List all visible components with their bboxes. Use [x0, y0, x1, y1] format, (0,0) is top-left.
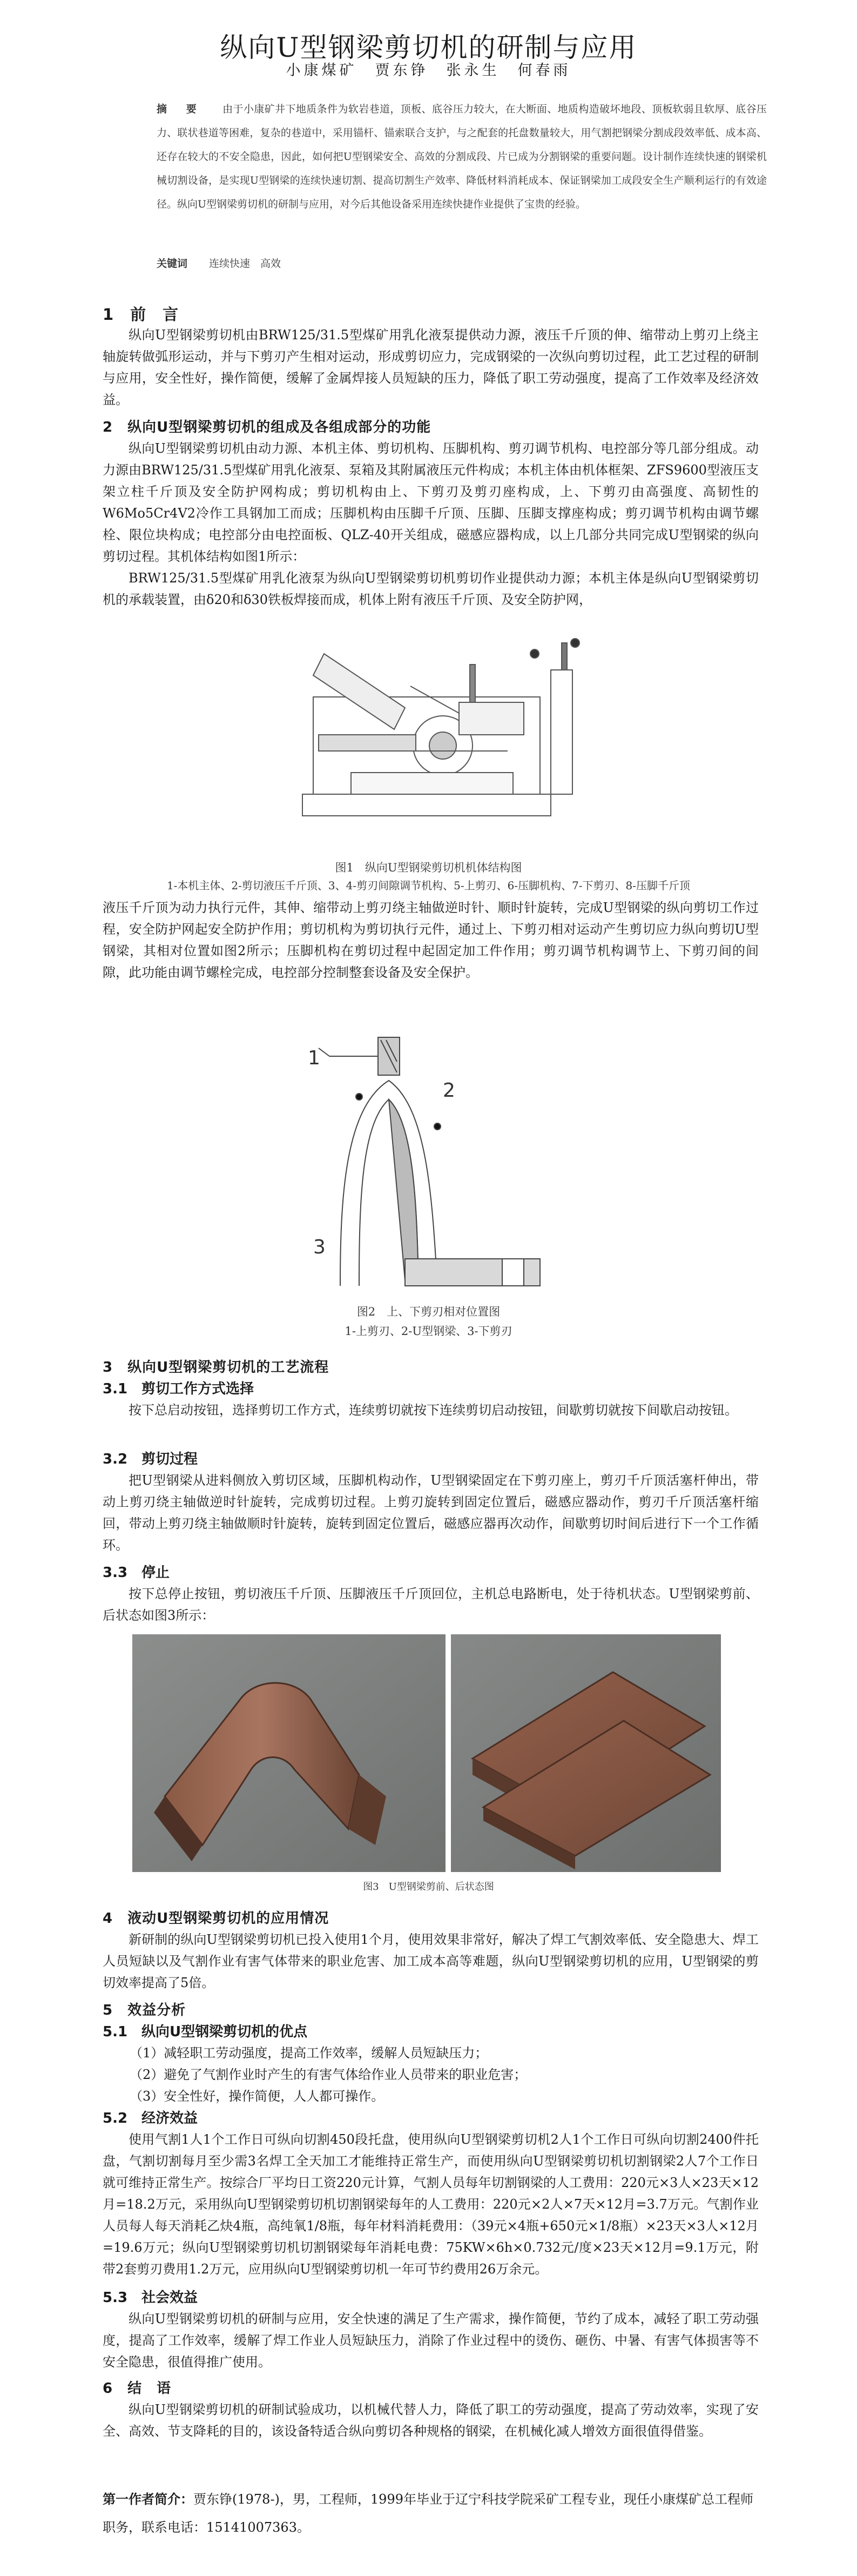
- advantage-item-1: （1）减轻职工劳动强度，提高工作效率，缓解人员短缺压力；: [130, 2045, 488, 2061]
- section-5-2-para: 使用气割1人1个工作日可纵向切割450段托盘，使用纵向U型钢梁剪切机2人1个工作日可纵向切割2400件托盘，气割切割每月至少需3名焊工全天加工才能维持正常生产，而使用纵向U型钢梁剪切机切割钢梁2人7个工作日就可维持正常生产。按综合厂平均日工资220元计算，气割人员每年切割钢梁的人工费用：220元×3人×23天×12月=18.2万元，采用纵向U型钢梁剪切机切割钢梁每年的人工费用：220元×2人×7天×12月=3.7万元。气割作业人员每人每天消耗乙炔4瓶，高纯氧1/8瓶，每年材料消耗费用：（39元×4瓶+650元×1/8瓶）×23天×3人×12月=19.6万元；纵向U型钢梁剪切机切割钢梁每年消耗电费：75KW×6h×0.732元/度×23天×12月=9.1万元，附带2套剪刃费用1.2万元，应用纵向U型钢梁剪切机一年可节约费用26万余元。: [103, 2132, 759, 2277]
- section-3-2-heading: 3.2 剪切过程: [103, 1451, 198, 1467]
- u-beam-section: [389, 1099, 419, 1286]
- main-shaft-hub: [429, 732, 456, 759]
- figure-3-photo-before: [132, 1634, 446, 1872]
- keywords-text: 连续快速 高效: [209, 258, 281, 270]
- section-3-heading: 3 纵向U型钢梁剪切机的工艺流程: [103, 1359, 329, 1376]
- hydraulic-cylinder: [459, 702, 524, 735]
- paper-title: 纵向U型钢梁剪切机的研制与应用: [220, 31, 637, 63]
- abstract-label: 摘 要: [157, 103, 201, 115]
- figure-3-photo-after: [451, 1634, 721, 1872]
- figure-1-caption: 图1 纵向U型钢梁剪切机机体结构图: [335, 861, 522, 874]
- abstract-text: 由于小康矿井下地质条件为软岩巷道，顶板、底谷压力较大，在大断面、地质构造破坏地段、顶板软弱且软厚、底谷压力、联状巷道等困难，复杂的巷道中，采用锚杆、锚索联合支护，与之配套的托盘数量较大，用气割把钢梁分割成段效率低、成本高、还存在较大的不安全隐患，因此，如何把U型钢梁安全、高效的分割成段、片已成为分割钢梁的重要问题。设计制作连续快速的钢梁机械切割设备，是实现U型钢梁的连续快速切割、提高切割生产效率、降低材料消耗成本、保证钢梁加工成段安全生产顺利运行的有效途径。纵向U型钢梁剪切机的研制与应用，对今后其他设备采用连续快捷作业提供了宝贵的经验。: [157, 103, 767, 210]
- section-3-1-heading: 3.1 剪切工作方式选择: [103, 1381, 254, 1397]
- figure-2-legend: 1-上剪刃、2-U型钢梁、3-下剪刃: [345, 1325, 512, 1338]
- section-5-3-para: 纵向U型钢梁剪切机的研制与应用，安全快速的满足了生产需求，操作简便，节约了成本，减轻了职工劳动强度，提高了工作效率，缓解了焊工作业人员短缺压力，消除了作业过程中的烫伤、砸伤、中暑、有害气体损害等不安全隐患，很值得推广使用。: [103, 2311, 759, 2370]
- presser-jack: [551, 670, 572, 794]
- section-2-para-3: 液压千斤顶为动力执行元件，其伸、缩带动上剪刃绕主轴做逆时针、顺时针旋转，完成U型钢梁的纵向剪切工作过程，安全防护网起安全防护作用；剪切机构为剪切执行元件，通过上、下剪刃相对运动产生剪切应力纵向剪切U型钢梁，其相对位置如图2所示；压脚机构在剪切过程中起固定加工件作用；剪刃调节机构调节上、下剪刃间的间隙，此功能由调节螺栓完成，电控部分控制整套设备及安全保护。: [103, 900, 759, 980]
- figure-1-legend: 1-本机主体、2-剪切液压千斤顶、3、4-剪刃间隙调节机构、5-上剪刃、6-压脚机构、7-下剪刃、8-压脚千斤顶: [166, 879, 691, 892]
- figure-2-blade-position: [297, 1032, 567, 1291]
- upper-blade-arm: [313, 654, 405, 729]
- machine-base: [302, 794, 551, 816]
- section-5-3-heading: 5.3 社会效益: [103, 2290, 198, 2306]
- paper-authors: 小康煤矿 贾东铮 张永生 何春雨: [286, 62, 571, 79]
- advantage-item-2: （2）避免了气割作业时产生的有害气体给作业人员带来的职业危害；: [130, 2067, 527, 2082]
- section-2-para-2: BRW125/31.5型煤矿用乳化液泵为纵向U型钢梁剪切机剪切作业提供动力源；本机主体是纵向U型钢梁剪切机的承载装置，由δ20和δ30铁板焊接而成，机体上附有液压千斤顶、及安全防护网，: [103, 571, 759, 607]
- section-2-heading: 2 纵向U型钢梁剪切机的组成及各组成部分的功能: [103, 419, 431, 435]
- figure-1-machine-drawing: [281, 621, 594, 848]
- section-3-3-para: 按下总停止按钮，剪切液压千斤顶、压脚液压千斤顶回位，主机总电路断电，处于待机状态。U型钢梁剪前、后状态如图3所示：: [103, 1586, 759, 1623]
- author-note-text: 贾东铮(1978-)，男，工程师，1999年毕业于辽宁科技学院采矿工程专业，现任小康煤矿总工程师职务，联系电话：15141007363。: [103, 2492, 753, 2535]
- section-1-heading: 1 前 言: [103, 305, 179, 324]
- section-1-para: 纵向U型钢梁剪切机由BRW125/31.5型煤矿用乳化液泵提供动力源，液压千斤顶的伸、缩带动上剪刃上绕主轴旋转做弧形运动，并与下剪刃产生相对运动，形成剪切应力，完成钢梁的一次纵向剪切过程，此工艺过程的研制与应用，安全性好，操作简便，缓解了金属焊接人员短缺的压力，降低了职工劳动强度，提高了工作效率及经济效益。: [103, 327, 759, 407]
- section-2-para-1: 纵向U型钢梁剪切机由动力源、本机主体、剪切机构、压脚机构、剪刃调节机构、电控部分等几部分组成。动力源由BRW125/31.5型煤矿用乳化液泵、泵箱及其附属液压元件构成；本机主体由机体框架、ZFS9600型液压支架立柱千斤顶及安全防护网构成；剪切机构由上、下剪刃及剪刃座构成，上、下剪刃由高强度、高韧性的W6Mo5Cr4V2冷作工具钢加工而成；压脚机构由压脚千斤顶、压脚、压脚支撑座构成；剪刃调节机构由调节螺栓、限位块构成；电控部分由电控面板、QLZ-40开关组成，磁感应器构成，以上几部分共同完成U型钢梁的纵向剪切过程。其机体结构如图1所示：: [103, 441, 759, 564]
- section-5-2-heading: 5.2 经济效益: [103, 2110, 198, 2126]
- u-beam-outer: [340, 1081, 437, 1286]
- author-note-label: 第一作者简介：: [103, 2492, 193, 2507]
- section-4-para: 新研制的纵向U型钢梁剪切机已投入使用1个月，使用效果非常好，解决了焊工气割效率低、安全隐患大、焊工人员短缺以及气割作业有害气体带来的职业危害、加工成本高等难题，纵向U型钢梁剪切机的应用，U型钢梁的剪切效率提高了5倍。: [103, 1932, 759, 1990]
- advantage-item-3: （3）安全性好，操作简便，人人都可操作。: [130, 2089, 384, 2104]
- figure-2-label-3: 3: [313, 1236, 326, 1258]
- section-3-1-para: 按下总启动按钮，选择剪切工作方式，连续剪切就按下连续剪切启动按钮，间歇剪切就按下间歇启动按钮。: [129, 1403, 738, 1418]
- section-5-heading: 5 效益分析: [103, 2002, 186, 2018]
- figure-2-label-1: 1: [308, 1047, 320, 1069]
- section-3-2-para: 把U型钢梁从进料侧放入剪切区域，压脚机构动作，U型钢梁固定在下剪刃座上，剪刃千斤顶活塞杆伸出，带动上剪刃绕主轴做逆时针旋转，完成剪切过程。上剪刃旋转到固定位置后，磁感应器动作，剪刃千斤顶活塞杆缩回，带动上剪刃绕主轴做顺时针旋转，旋转到固定位置后，磁感应器再次动作，间歇剪切时间后进行下一个工作循环。: [103, 1473, 759, 1553]
- abstract: [157, 97, 767, 216]
- keywords: [157, 256, 281, 270]
- section-6-heading: 6 结 语: [103, 2380, 172, 2397]
- figure-3-caption: 图3 U型钢梁剪前、后状态图: [363, 1881, 494, 1893]
- lower-blade-seat: [319, 735, 416, 751]
- figure-2-label-2: 2: [443, 1079, 455, 1102]
- keywords-label: 关键词: [157, 258, 188, 270]
- author-note: [103, 2485, 759, 2541]
- section-4-heading: 4 液动U型钢梁剪切机的应用情况: [103, 1910, 329, 1927]
- section-3-3-heading: 3.3 停止: [103, 1565, 170, 1581]
- figure-2-caption: 图2 上、下剪刃相对位置图: [356, 1305, 501, 1318]
- section-6-para: 纵向U型钢梁剪切机的研制试验成功，以机械代替人力，降低了职工的劳动强度，提高了劳动效率，实现了安全、高效、节支降耗的目的，该设备特适合纵向剪切各种规格的钢梁，在机械化减人增效方面很值得借鉴。: [103, 2402, 759, 2439]
- section-5-1-heading: 5.1 纵向U型钢梁剪切机的优点: [103, 2024, 308, 2040]
